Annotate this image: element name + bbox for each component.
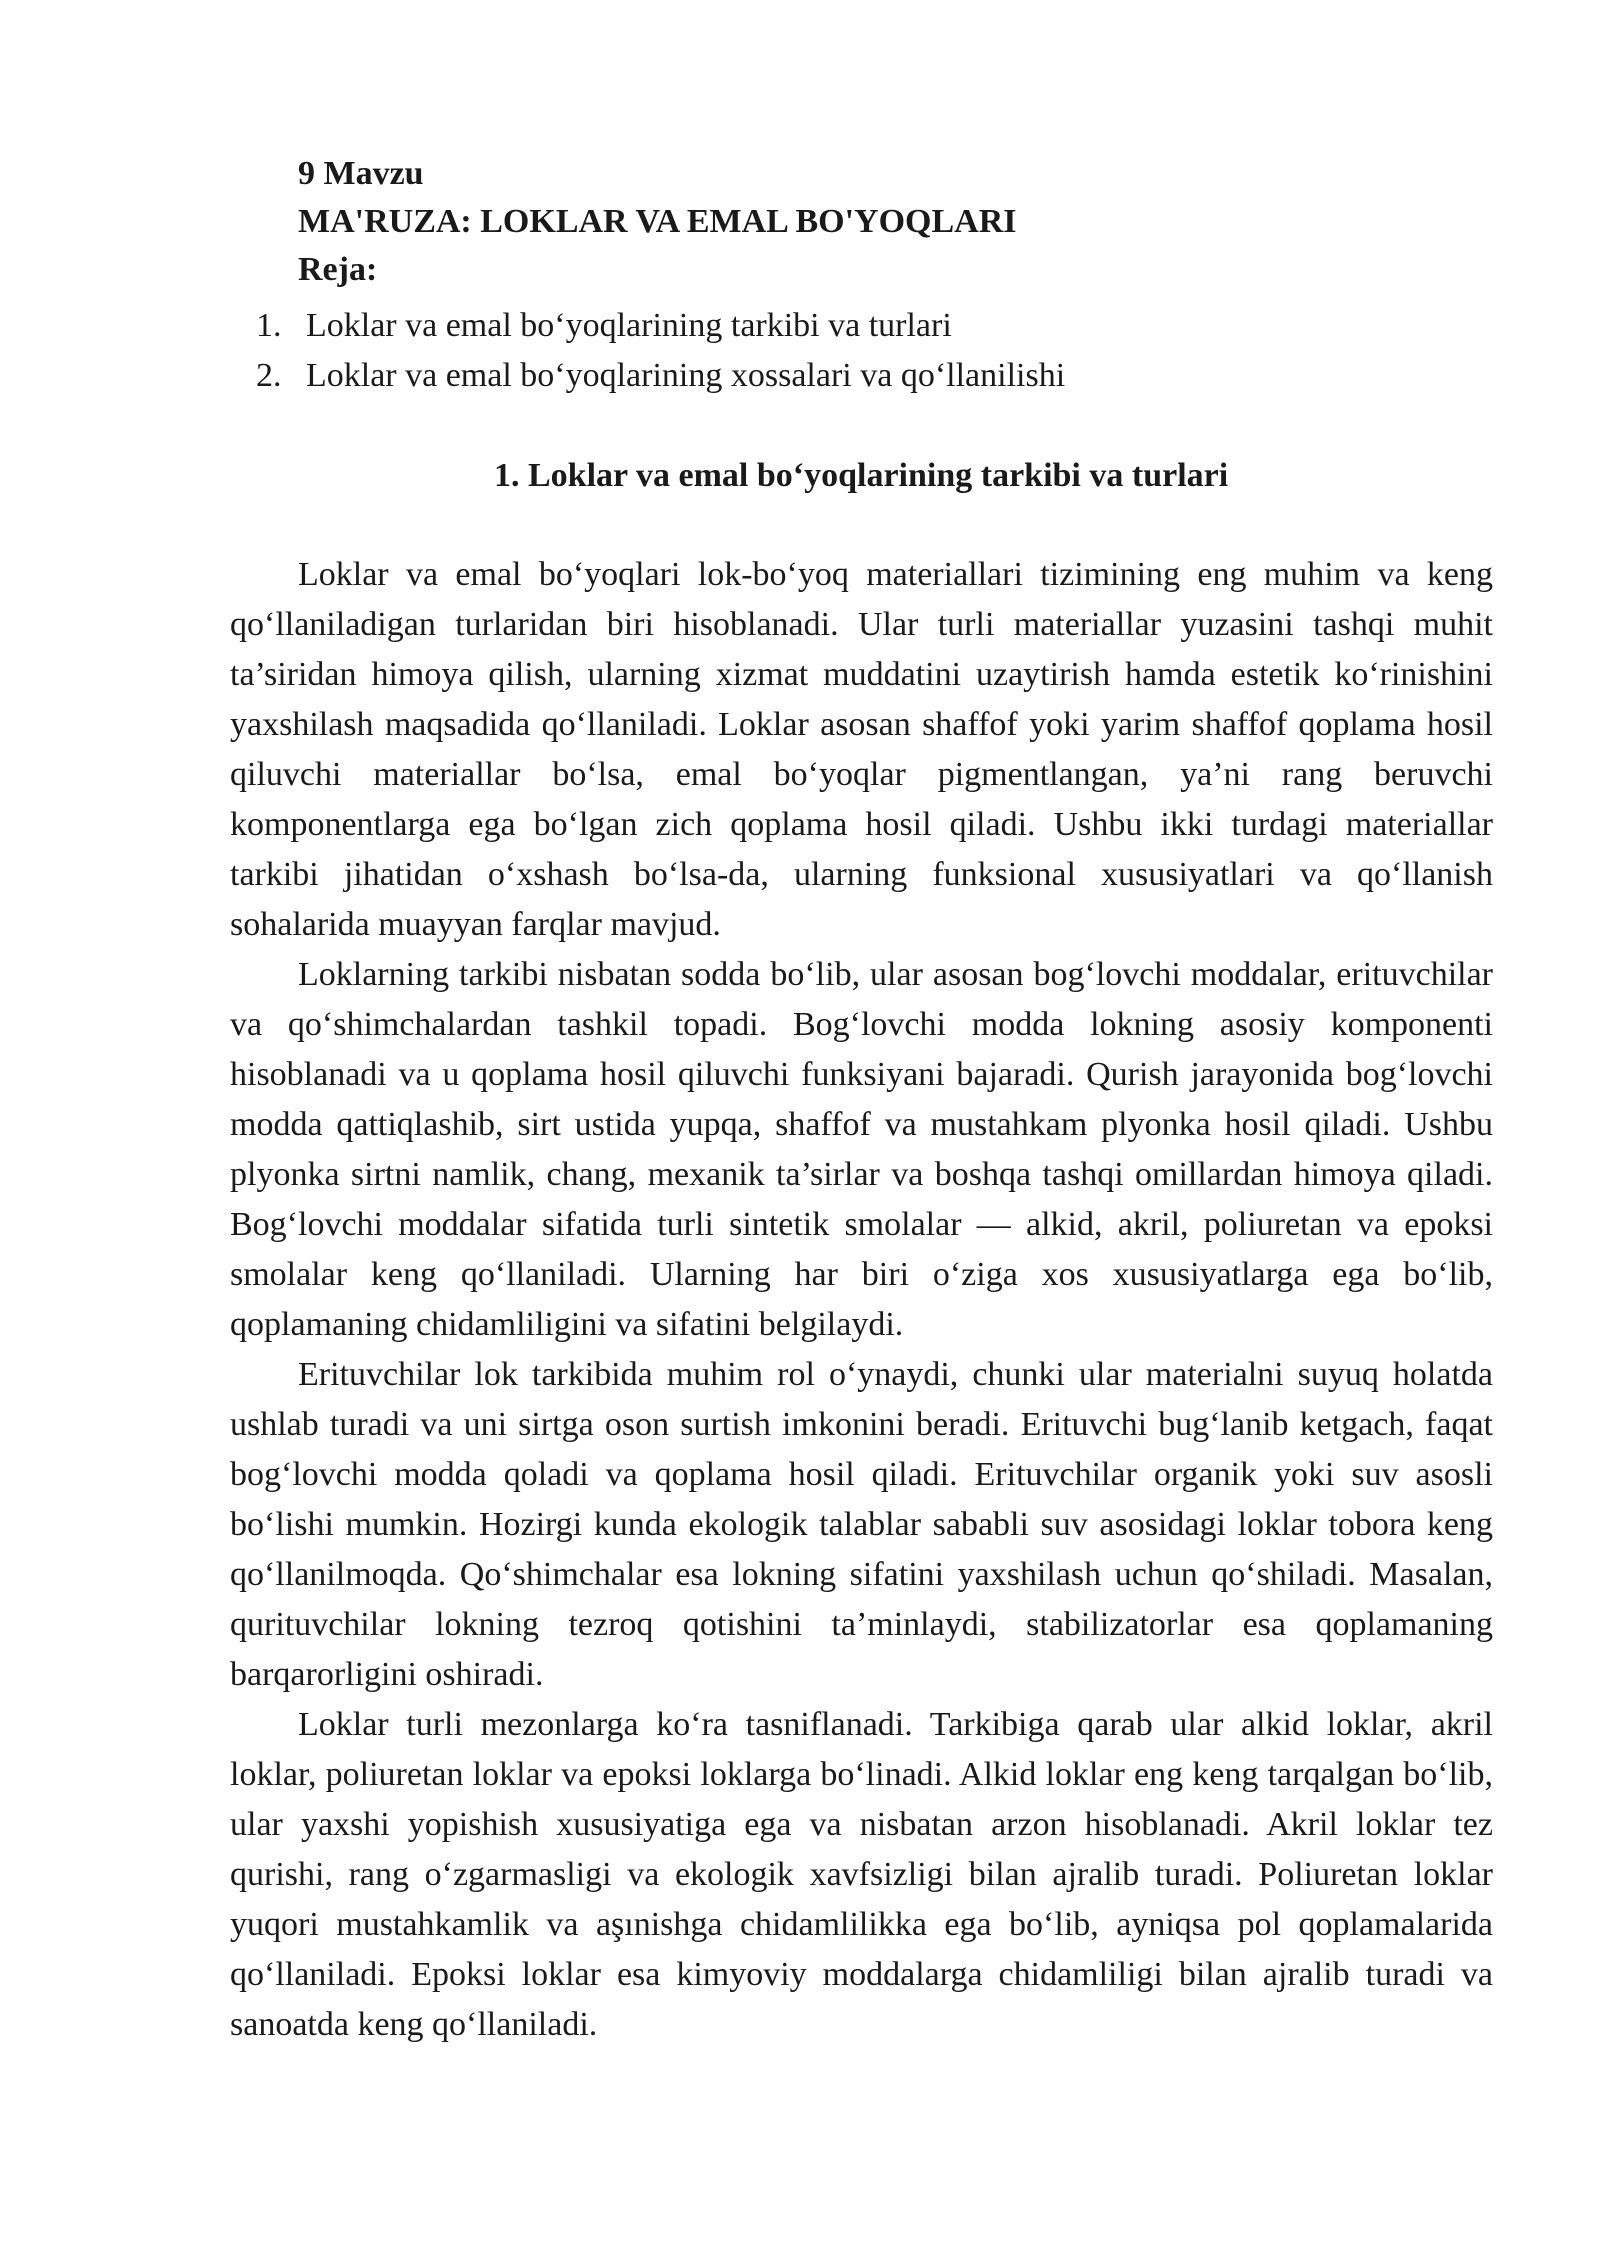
plan-list: [256, 301, 1356, 401]
lecture-title: MA'RUZA: LOKLAR VA EMAL BO'YOQLARI: [298, 203, 1017, 240]
lecture-header: [298, 150, 1298, 294]
plan-item-text: Loklar va emal bo‘yoqlarining tarkibi va turlari: [306, 307, 952, 344]
paragraph: Loklar turli mezonlarga ko‘ra tasniflanadi. Tarkibiga qarab ular alkid loklar, akril loklar, poliuretan loklar va epoksi loklarga bo‘linadi. Alkid loklar eng keng tarqalgan bo‘lib, ular yaxshi yopishish xususiyatiga ega va nisbatan arzon hisoblanadi. Akril loklar tez qurishi, rang o‘zgarmasligi va ekologik xavfsizligi bilan ajralib turadi. Poliuretan loklar yuqori mustahkamlik va aşınishga chidamlilikka ega bo‘lib, ayniqsa pol qoplamalarida qo‘llaniladi. Epoksi loklar esa kimyoviy moddalarga chidamliligi bilan ajralib turadi va sanoatda keng qo‘llaniladi.: [230, 1706, 1493, 2043]
paragraph: Loklar va emal bo‘yoqlari lok-bo‘yoq materiallari tizimining eng muhim va keng qo‘llaniladigan turlaridan biri hisoblanadi. Ular turli materiallar yuzasini tashqi muhit ta’siridan himoya qilish, ularning xizmat muddatini uzaytirish hamda estetik ko‘rinishini yaxshilash maqsadida qo‘llaniladi. Loklar asosan shaffof yoki yarim shaffof qoplama hosil qiluvchi materiallar bo‘lsa, emal bo‘yoqlar pigmentlangan, ya’ni rang beruvchi komponentlarga ega bo‘lgan zich qoplama hosil qiladi. Ushbu ikki turdagi materiallar tarkibi jihatidan o‘xshash bo‘lsa-da, ularning funksional xususiyatlari va qo‘llanish sohalarida muayyan farqlar mavjud.: [230, 556, 1493, 943]
topic-number: 9 Mavzu: [298, 155, 424, 192]
plan-label: Reja:: [298, 251, 378, 288]
body-text: [230, 550, 1493, 2050]
plan-item-number: 1.: [256, 307, 282, 344]
plan-item-text: Loklar va emal bo‘yoqlarining xossalari va qo‘llanilishi: [306, 357, 1066, 394]
plan-item-number: 2.: [256, 357, 282, 394]
plan-item: [256, 351, 1356, 401]
section-heading: 1. Loklar va emal bo‘yoqlarining tarkibi va turlari: [494, 457, 1229, 494]
paragraph: Erituvchilar lok tarkibida muhim rol o‘ynaydi, chunki ular materialni suyuq holatda ushlab turadi va uni sirtga oson surtish imkonini beradi. Erituvchi bug‘lanib ketgach, faqat bog‘lovchi modda qoladi va qoplama hosil qiladi. Erituvchilar organik yoki suv asosli bo‘lishi mumkin. Hozirgi kunda ekologik talablar sababli suv asosidagi loklar tobora keng qo‘llanilmoqda. Qo‘shimchalar esa lokning sifatini yaxshilash uchun qo‘shiladi. Masalan, qurituvchilar lokning tezroq qotishini ta’minlaydi, stabilizatorlar esa qoplamaning barqarorligini oshiradi.: [230, 1356, 1493, 1693]
paragraph: Loklarning tarkibi nisbatan sodda bo‘lib, ular asosan bog‘lovchi moddalar, erituvchilar va qo‘shimchalardan tashkil topadi. Bog‘lovchi modda lokning asosiy komponenti hisoblanadi va u qoplama hosil qiluvchi funksiyani bajaradi. Qurish jarayonida bog‘lovchi modda qattiqlashib, sirt ustida yupqa, shaffof va mustahkam plyonka hosil qiladi. Ushbu plyonka sirtni namlik, chang, mexanik ta’sirlar va boshqa tashqi omillardan himoya qiladi. Bog‘lovchi moddalar sifatida turli sintetik smolalar — alkid, akril, poliuretan va epoksi smolalar keng qo‘llaniladi. Ularning har biri o‘ziga xos xususiyatlarga ega bo‘lib, qoplamaning chidamliligini va sifatini belgilaydi.: [230, 956, 1493, 1343]
plan-item: [256, 301, 1356, 351]
